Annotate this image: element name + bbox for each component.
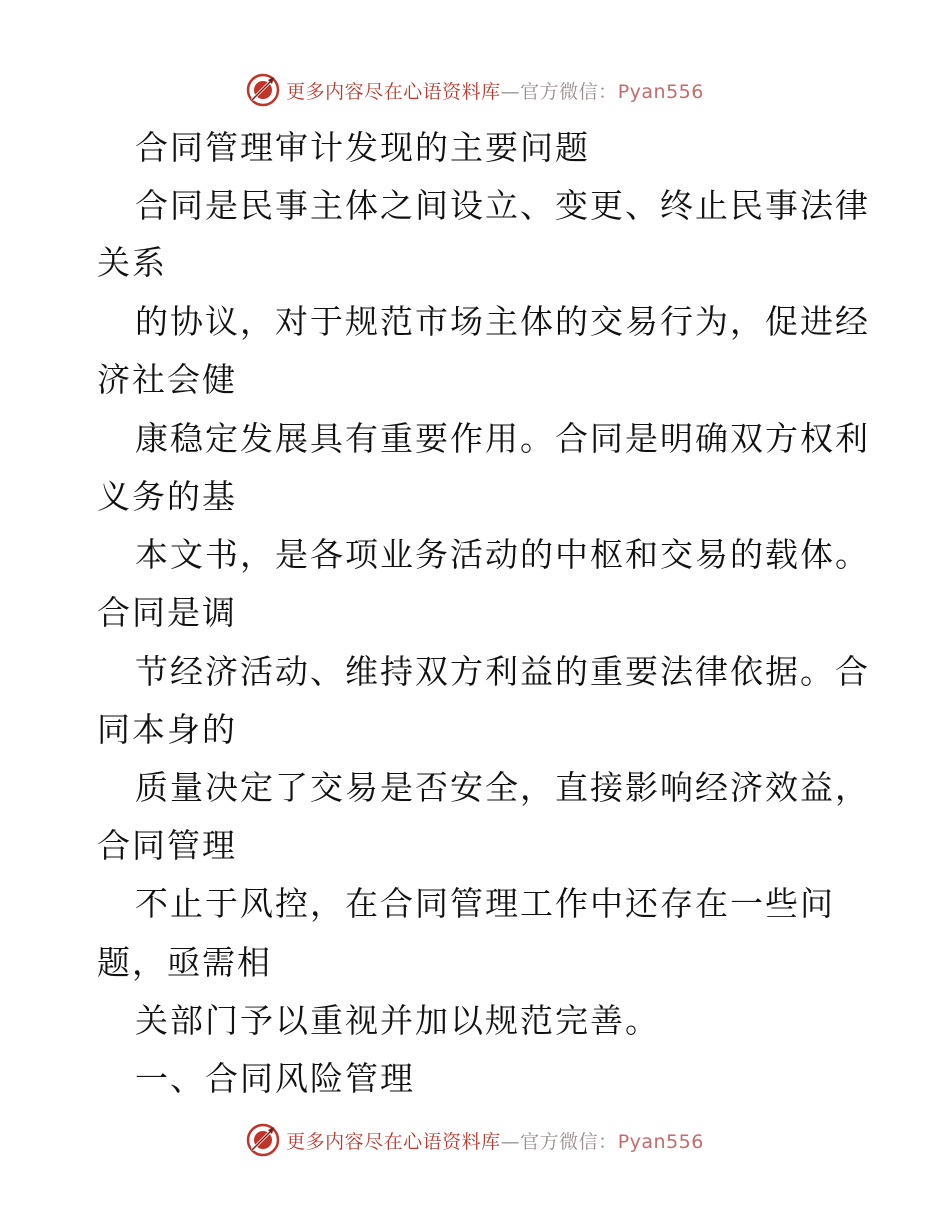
watermark-dash: — [500,80,521,103]
paragraph-line: 关系 [97,243,167,282]
paragraph-line: 关部门予以重视并加以规范完善。 [135,1001,660,1040]
paragraph-line: 合同管理 [97,826,237,865]
paragraph-line: 同本身的 [97,710,237,749]
watermark-prefix: 更多内容尽在心语资料库 [286,80,501,103]
paragraph-line: 本文书，是各项业务活动的中枢和交易的载体。 [135,535,870,574]
watermark-wechat-id: Pyan556 [617,1130,704,1153]
watermark-dash: — [500,1130,521,1153]
footer-watermark [0,1120,950,1160]
watermark-label: 官方微信： [520,1130,618,1153]
paragraph-line: 济社会健 [97,360,237,399]
paragraph-line: 不止于风控，在合同管理工作中还存在一些问 [135,884,835,923]
paragraph-line: 题，亟需相 [97,943,272,982]
page-title: 合同管理审计发现的主要问题 [135,128,590,167]
paragraph-line: 康稳定发展具有重要作用。合同是明确双方权利 [135,419,870,458]
watermark-label: 官方微信： [520,80,618,103]
watermark-text [286,1127,704,1154]
watermark-prefix: 更多内容尽在心语资料库 [286,1130,501,1153]
paragraph-line: 合同是调 [97,593,237,632]
header-watermark [0,70,950,110]
logo-icon [246,73,280,107]
section-heading: 一、合同风险管理 [135,1059,415,1098]
paragraph-line: 节经济活动、维持双方利益的重要法律依据。合 [135,652,870,691]
paragraph-line: 义务的基 [97,477,237,516]
paragraph-line: 合同是民事主体之间设立、变更、终止民事法律 [135,186,870,225]
watermark-text [286,77,704,104]
logo-icon [246,1123,280,1157]
paragraph-line: 的协议，对于规范市场主体的交易行为，促进经 [135,302,870,341]
paragraph-line: 质量决定了交易是否安全，直接影响经济效益， [135,768,870,807]
watermark-wechat-id: Pyan556 [617,80,704,103]
